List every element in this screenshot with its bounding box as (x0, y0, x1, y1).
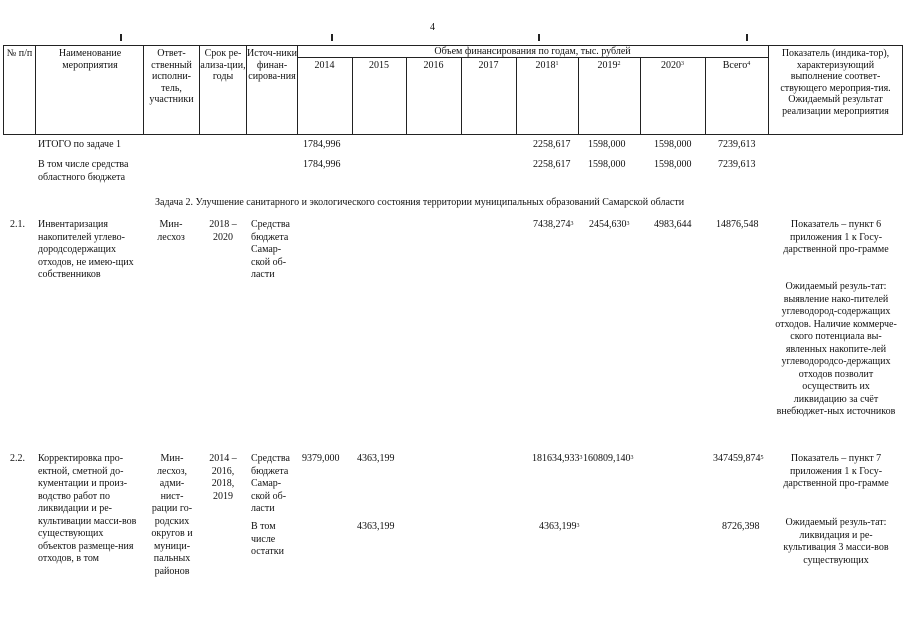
regional-2020: 1598,000 (654, 159, 692, 170)
total-2019: 1598,000 (588, 139, 626, 150)
row22-name: Корректировка про-ектной, сметной до-кументации и произ-водство работ по ликвидации и ре-культивации масси-вов существующих объектов размеще-ния отходов, в том (38, 453, 137, 564)
row21-indicator: Показатель – пункт 6 приложения 1 к Госу-дарственной про-грамме (783, 219, 889, 255)
row21-source: Средства бюджета Самар-ской об-ласти (251, 219, 290, 280)
regional-2014: 1784,996 (303, 159, 341, 170)
header-executor: Ответ-ственный исполни-тель, участники (149, 48, 194, 105)
total-2018: 2258,617 (533, 139, 571, 150)
row22-source: Средства бюджета Самар-ской об-ласти (251, 453, 290, 514)
page-number: 4 (430, 22, 435, 33)
row22-sub-2018: 4363,199$^3$ (539, 521, 580, 532)
binding-tick (538, 34, 540, 41)
row21-no: 2.1. (10, 219, 25, 230)
header-funding-group: Объем финансирования по годам, тыс. рублей (434, 46, 631, 57)
total-all: 7239,613 (718, 139, 756, 150)
header-source: Источ-ники финан-сирова-ния (247, 48, 297, 82)
total-2014: 1784,996 (303, 139, 341, 150)
year-header: 2015 (369, 60, 389, 71)
row21-executor: Мин-лесхоз (157, 219, 185, 243)
row22-no: 2.2. (10, 453, 25, 464)
regional-2018: 2258,617 (533, 159, 571, 170)
year-header: 2016 (423, 60, 444, 71)
header-no: № п/п (6, 48, 33, 59)
row21-result: Ожидаемый резуль-тат: выявление нако-пителей углеводород-содержащих отходов. Наличие коммерче-ского потенциала вы-явленных накопите-лей углеводородсо-держащих отходов позволит осуществить их ликвидацию за счёт внебюджет-ных источников (775, 281, 897, 417)
binding-tick (746, 34, 748, 41)
row22-indicator: Показатель – пункт 7 приложения 1 к Госу-дарственной про-грамме (783, 453, 889, 489)
total-task1-label: ИТОГО по задаче 1 (38, 139, 122, 150)
row22-sub-total: 8726,398 (722, 521, 760, 532)
year-header: 2018$^1$ (535, 60, 559, 71)
row22-term: 2014 – 2016, 2018, 2019 (209, 453, 237, 502)
row22-result: Ожидаемый резуль-тат: ликвидация и ре-культивация 3 масси-вов существующих (783, 517, 889, 566)
row21-2018: 7438,274$^3$ (533, 219, 574, 230)
row22-sub-2015: 4363,199 (357, 521, 395, 532)
row22-2019: 160809,140$^3$ (583, 453, 634, 464)
year-header: 2019$^2$ (597, 60, 621, 71)
year-header: 2014 (314, 60, 335, 71)
header-name: Наименование мероприятия (58, 48, 122, 71)
row21-total: 14876,548 (716, 219, 759, 230)
header-term: Срок ре-ализа-ции, годы (200, 48, 246, 82)
row21-name: Инвентаризация накопителей углево-дородсодержащих отходов, не имею-щих собственников (38, 219, 134, 280)
row21-term: 2018 – 2020 (209, 219, 237, 243)
header-indicator: Показатель (индика-тор), характеризующий выполнение соответ-ствующего мероприя-тия. Ожидаемый результат реализации мероприятия (780, 48, 891, 117)
year-header: 2017 (478, 60, 499, 71)
row22-2018: 181634,933$^3$ (532, 453, 583, 464)
row22-total: 347459,874$^5$ (713, 453, 764, 464)
regional-total: 7239,613 (718, 159, 756, 170)
binding-tick (331, 34, 333, 41)
year-header: 2020$^3$ (661, 60, 684, 71)
row22-2014: 9379,000 (302, 453, 340, 464)
total-2020: 1598,000 (654, 139, 692, 150)
binding-tick (120, 34, 122, 41)
task2-title: Задача 2. Улучшение санитарного и экологического состояния территории муниципальных образований Самарской области (155, 197, 685, 208)
row22-sub-source: В том числе остатки (251, 521, 284, 557)
row22-executor: Мин-лесхоз, адми-нист-рации го-родских округов и муници-пальных районов (151, 453, 193, 577)
row22-2015: 4363,199 (357, 453, 395, 464)
total-regional-label: В том числе средства областного бюджета (38, 159, 129, 183)
regional-2019: 1598,000 (588, 159, 626, 170)
year-header: Всего$^4$ (722, 60, 751, 71)
row21-2019: 2454,630$^3$ (589, 219, 630, 230)
row21-2020: 4983,644 (654, 219, 692, 230)
